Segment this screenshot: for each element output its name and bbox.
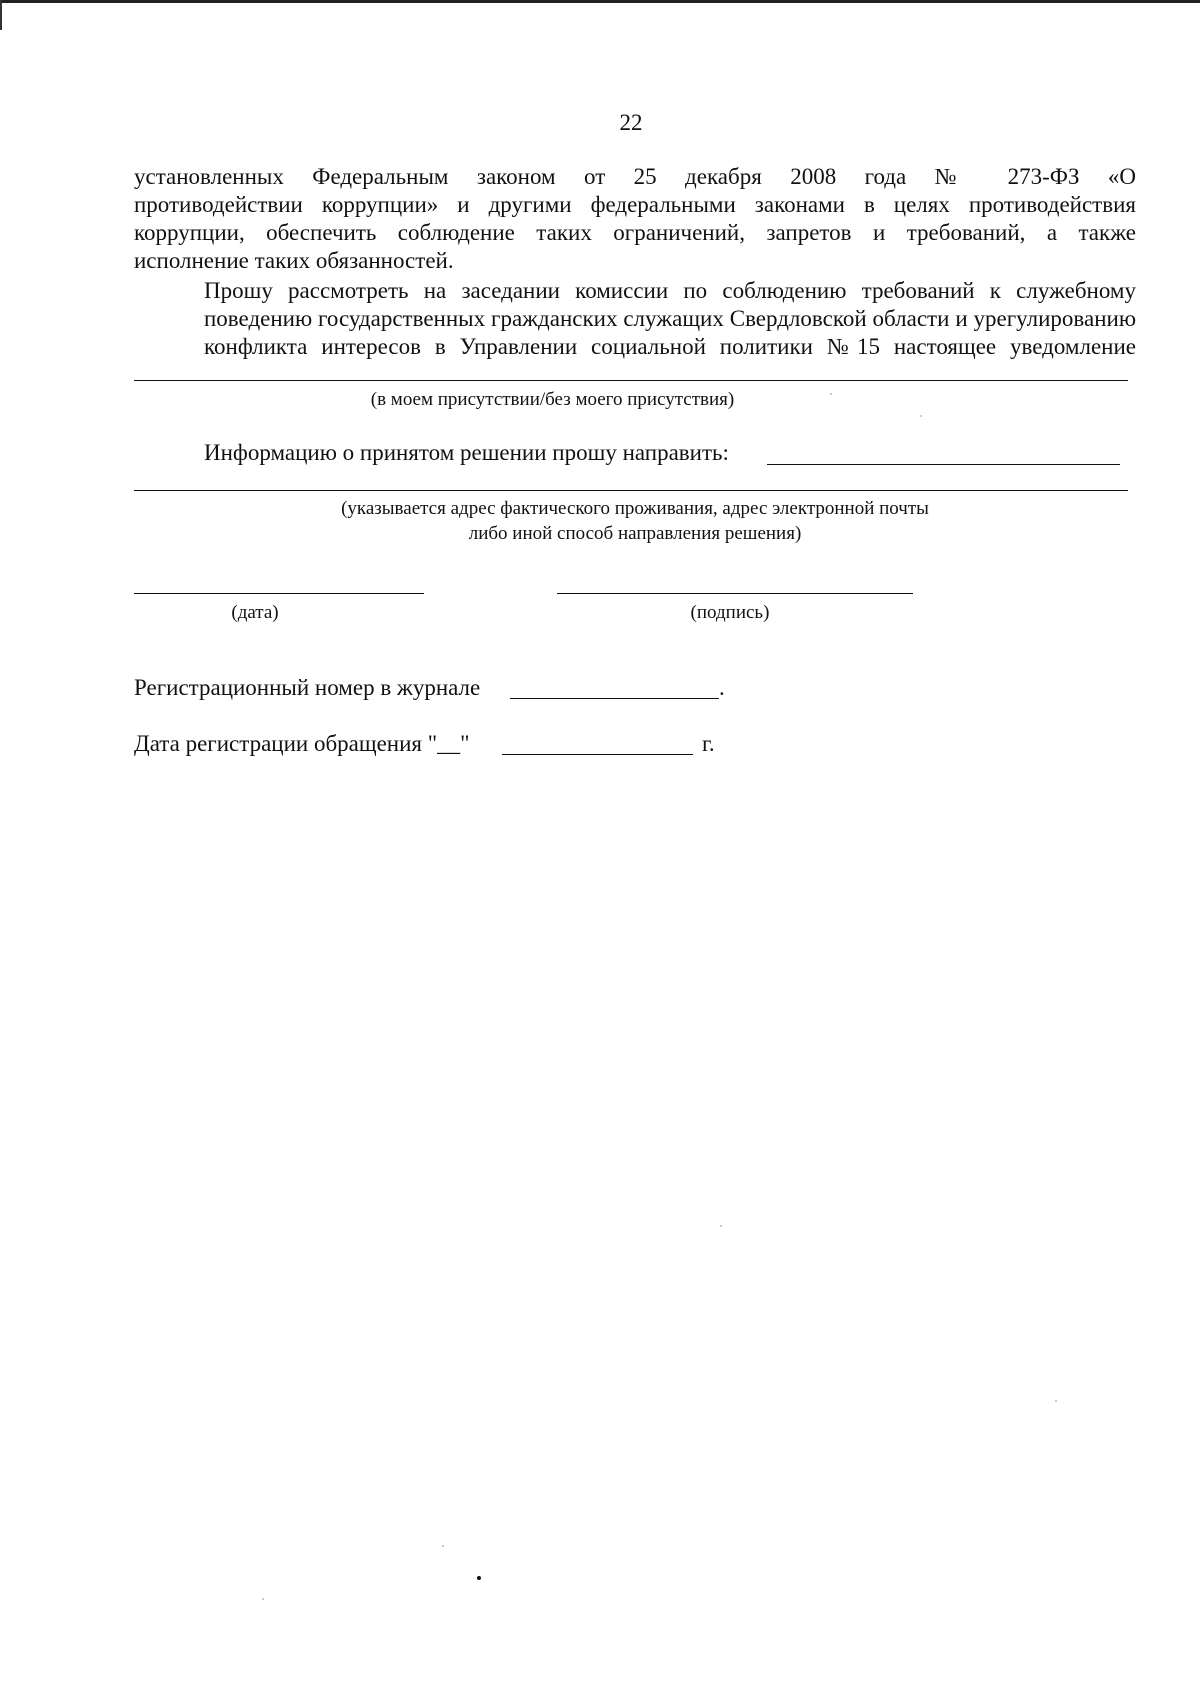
scan-speck — [920, 415, 922, 417]
scan-speck — [720, 1225, 722, 1227]
registration-number-period: . — [719, 675, 725, 700]
address-caption-line2: либо иной способ направления решения) — [468, 523, 802, 544]
date-blank-line[interactable] — [134, 593, 424, 594]
date-caption: (дата) — [231, 602, 279, 623]
paragraph-request — [134, 277, 1136, 361]
presence-caption: (в моем присутствии/без моего присутствия) — [370, 389, 735, 410]
year-suffix: г. — [702, 731, 715, 756]
signature-caption: (подпись) — [690, 602, 770, 623]
paragraph-line: коррупции, обеспечить соблюдение таких ограничений, запретов и требований, а также — [134, 220, 1136, 245]
registration-date-blank-line[interactable] — [502, 754, 693, 755]
scan-speck — [442, 1545, 444, 1547]
scan-edge-top — [0, 0, 1200, 3]
scan-speck — [262, 1598, 264, 1600]
paragraph-line: исполнение таких обязанностей. — [134, 248, 454, 273]
presence-blank-line[interactable] — [134, 380, 1128, 381]
address-caption-line1: (указывается адрес фактического проживания, адрес электронной почты — [341, 498, 929, 519]
paragraph-line: конфликта интересов в Управлении социальной политики №15 настоящее уведомление — [204, 334, 1136, 359]
registration-number-blank-line[interactable] — [510, 698, 719, 699]
paragraph-line: противодействии коррупции» и другими федеральными законами в целях противодействия — [134, 192, 1136, 217]
registration-number-label: Регистрационный номер в журнале — [134, 675, 481, 700]
scan-edge-left — [0, 0, 2, 30]
paragraph-line: Прошу рассмотреть на заседании комиссии по соблюдению требований к служебному — [204, 278, 1136, 303]
page-number: 22 — [619, 110, 643, 135]
registration-date-label: Дата регистрации обращения "__" — [134, 731, 470, 756]
info-request-label: Информацию о принятом решении прошу направить: — [204, 440, 729, 465]
scan-speck — [1055, 1400, 1057, 1402]
paragraph-line: установленных Федеральным законом от 25 декабря 2008 года № 273-ФЗ «О — [134, 164, 1136, 189]
info-request-blank-line[interactable] — [767, 464, 1120, 465]
paragraph-line: поведению государственных гражданских служащих Свердловской области и урегулированию — [204, 306, 1136, 331]
paragraph-legal-obligations — [134, 163, 1136, 275]
scan-dot — [477, 1576, 481, 1580]
address-blank-line[interactable] — [134, 490, 1128, 491]
signature-blank-line[interactable] — [557, 593, 913, 594]
scan-speck — [830, 393, 832, 395]
